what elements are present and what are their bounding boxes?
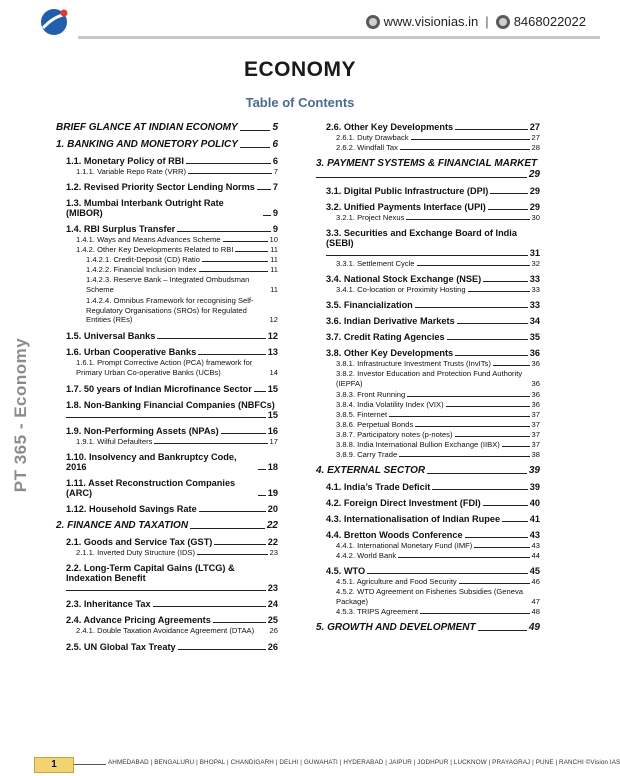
toc-entry-title: 3.1. Digital Public Infrastructure (DPI) — [326, 186, 489, 196]
leader-line — [490, 193, 527, 194]
toc-entry-page: 7 — [272, 182, 278, 192]
toc-entry-title: 4.5. WTO — [326, 565, 366, 576]
toc-entry-title: 3.8.2. Investor Education and Protection Fund Authority (IEPFA) — [336, 369, 523, 388]
toc-entry[interactable] — [66, 182, 278, 192]
leader-line — [258, 495, 266, 496]
toc-entry-page: 36 — [531, 359, 540, 368]
side-label-text: PT 365 - Economy — [11, 337, 30, 493]
toc-entry-page: 14 — [269, 368, 278, 378]
leader-line — [474, 547, 529, 548]
toc-entry-title: 4.1. India’s Trade Deficit — [326, 481, 431, 492]
toc-entry-title: 1.11. Asset Reconstruction Companies (ARC) — [66, 478, 236, 499]
leader-line — [214, 544, 265, 545]
toc-entry[interactable] — [336, 541, 540, 550]
leader-line — [221, 433, 266, 434]
page-header — [0, 0, 600, 44]
toc-entry-page: 18 — [267, 462, 278, 473]
toc-entry[interactable] — [76, 437, 278, 446]
toc-entry-title: 1.4.2.4. Omnibus Framework for recognising Self-Regulatory Organisations (SROs) for Regulated Entities (REs) — [86, 295, 254, 325]
toc-entry-title: 3.8.8. India International Bullion Exchange (IIBX) — [336, 439, 500, 449]
toc-entry-page: 15 — [267, 384, 278, 395]
toc-entry-page: 36 — [531, 399, 540, 409]
toc-entry-title: 3.8.7. Participatory notes (p-notes) — [336, 429, 453, 439]
leader-line — [407, 396, 529, 397]
toc-entry-title: 1.6.1. Prompt Corrective Action (PCA) framework for Primary Urban Co-operative Banks (UCBs) — [76, 358, 253, 378]
leader-line — [188, 173, 272, 174]
leader-line — [483, 281, 528, 282]
toc-entry-page: 49 — [528, 622, 540, 634]
toc-entry[interactable] — [316, 622, 540, 633]
toc-entry-page: 36 — [529, 348, 540, 358]
toc-entry[interactable] — [66, 537, 278, 547]
toc-entry[interactable] — [336, 213, 540, 222]
toc-entry-page: 25 — [267, 615, 278, 626]
toc-entry-title: 4.3. Internationalisation of Indian Rupee — [326, 513, 501, 524]
toc-entry-title: 3.4. National Stock Exchange (NSE) — [326, 274, 482, 284]
leader-line — [190, 528, 265, 529]
leader-line — [263, 215, 271, 216]
page-title: ECONOMY — [243, 58, 356, 81]
toc-entry[interactable] — [66, 563, 278, 593]
toc-entry-page: 37 — [531, 419, 540, 429]
leader-line — [493, 365, 530, 366]
leader-line — [417, 265, 530, 266]
toc-entry-page: 23 — [267, 583, 278, 594]
footer-cities — [108, 759, 620, 766]
website-link[interactable]: www.visionias.in — [383, 14, 479, 29]
toc-entry[interactable] — [326, 332, 540, 342]
toc-entry-page: 44 — [531, 550, 540, 560]
toc-entry[interactable] — [76, 245, 278, 254]
toc-entry-page: 37 — [531, 429, 540, 439]
toc-entry-page: 12 — [269, 315, 278, 325]
toc-entry-page: 22 — [267, 537, 278, 548]
toc-entry-page: 33 — [529, 300, 540, 310]
leader-line — [258, 469, 266, 470]
toc-entry-page: 36 — [531, 389, 540, 399]
toc-entry[interactable] — [76, 626, 278, 636]
leader-line — [455, 355, 528, 356]
toc-entry-page: 36 — [531, 378, 540, 388]
leader-line — [411, 139, 530, 140]
phone-number: 8468022022 — [513, 14, 586, 29]
toc-entry-page: 10 — [269, 235, 278, 244]
toc-entry-title: 2.5. UN Global Tax Treaty — [66, 641, 176, 652]
leader-line — [427, 473, 527, 474]
toc-entry[interactable] — [66, 426, 278, 436]
toc-entry-title: 1.4.2.2. Financial Inclusion Index — [86, 265, 197, 274]
toc-entry-title: 3.8.6. Perpetual Bonds — [336, 419, 414, 429]
toc-entry[interactable] — [326, 514, 540, 524]
toc-entry[interactable] — [76, 167, 278, 176]
leader-line — [447, 339, 528, 340]
header-divider — [78, 36, 600, 39]
toc-entry-page: 43 — [529, 529, 540, 540]
toc-entry[interactable] — [86, 275, 278, 295]
toc-entry-title: 4.5.1. Agriculture and Food Security — [336, 576, 457, 586]
toc-entry-page: 46 — [531, 576, 540, 586]
toc-entry-page: 29 — [528, 169, 540, 180]
toc-entry[interactable] — [76, 358, 278, 378]
toc-entry-title: 1.7. 50 years of Indian Microfinance Sector — [66, 384, 252, 395]
toc-entry-page: 29 — [529, 202, 540, 212]
toc-entry-title: 1.4.2.3. Reserve Bank – Integrated Ombudsman Scheme — [86, 275, 250, 294]
toc-entry[interactable] — [326, 186, 540, 196]
toc-entry-page: 30 — [531, 213, 540, 222]
toc-entry[interactable] — [336, 577, 540, 586]
toc-entry[interactable] — [336, 551, 540, 560]
toc-entry[interactable] — [76, 548, 278, 557]
toc-entry[interactable] — [86, 255, 278, 264]
toc-entry-page: 9 — [272, 208, 278, 218]
toc-entry-title: 3.6. Indian Derivative Markets — [326, 316, 455, 326]
toc-entry-page: 43 — [531, 540, 540, 550]
toc-entry-page: 17 — [269, 437, 278, 447]
toc-entry-title: 1.12. Household Savings Rate — [66, 504, 197, 515]
toc-entry-page: 48 — [531, 607, 540, 617]
toc-entry-title: 1.8. Non-Banking Financial Companies (NBFCs) — [66, 400, 275, 411]
toc-left-column — [56, 116, 278, 652]
toc-entry-title: 5. GROWTH AND DEVELOPMENT — [316, 622, 476, 634]
toc-entry-title: 2.6.2. Windfall Tax — [336, 143, 398, 152]
leader-line — [213, 622, 266, 623]
toc-entry-title: 1.4.2. Other Key Developments Related to RBI — [76, 245, 234, 254]
toc-entry-title: 2.1.1. Inverted Duty Structure (IDS) — [76, 548, 196, 558]
toc-entry-page: 26 — [267, 641, 278, 652]
leader-line — [415, 426, 529, 427]
leader-line — [66, 417, 266, 418]
leader-line — [326, 255, 528, 256]
toc-entry-page: 11 — [270, 284, 278, 294]
toc-entry-page: 6 — [272, 156, 278, 166]
footer-cities-text: AHMEDABAD | BENGALURU | BHOPAL | CHANDIGARH | DELHI | GUWAHATI | HYDERABAD | JAIPUR | JODHPUR | LUCKNOW | PRAYAGRAJ | PUNE | RANCHI — [108, 759, 584, 766]
toc-entry-title: 3.7. Credit Rating Agencies — [326, 332, 445, 342]
toc-entry-title: 3.2.1. Project Nexus — [336, 213, 405, 222]
toc-entry[interactable] — [66, 504, 278, 514]
toc-entry-page: 11 — [270, 245, 278, 254]
leader-line — [415, 307, 528, 308]
toc-entry-page: 26 — [269, 626, 278, 636]
leader-line — [468, 291, 530, 292]
footer-divider — [74, 764, 106, 765]
leader-line — [420, 613, 529, 614]
toc-entry-page: 45 — [529, 565, 540, 576]
toc-entry[interactable] — [336, 400, 540, 409]
toc-entry-title: 1.5. Universal Banks — [66, 331, 156, 342]
toc-entry-page: 38 — [531, 449, 540, 459]
toc-entry[interactable] — [66, 198, 278, 218]
leader-line — [202, 261, 268, 262]
toc-entry[interactable] — [336, 410, 540, 419]
toc-entry[interactable] — [56, 520, 278, 531]
toc-entry-title: 1.3. Mumbai Interbank Outright Rate (MIBOR) — [66, 198, 224, 218]
leader-row — [66, 410, 278, 420]
toc-entry-title: 3.2. Unified Payments Interface (UPI) — [326, 202, 486, 212]
footer-copyright: ©Vision IAS — [585, 759, 620, 766]
toc-right-column — [316, 116, 540, 639]
toc-entry[interactable] — [56, 122, 278, 133]
toc-entry-title: 3.3.1. Settlement Cycle — [336, 259, 415, 268]
toc-entry[interactable] — [66, 347, 278, 357]
toc-entry[interactable] — [336, 607, 540, 616]
toc-entry[interactable] — [326, 300, 540, 310]
toc-entry-page: 7 — [273, 167, 278, 176]
toc-entry-title: 2.6. Other Key Developments — [326, 122, 454, 132]
toc-entry[interactable] — [66, 400, 278, 420]
toc-entry[interactable] — [336, 420, 540, 429]
leader-line — [457, 323, 528, 324]
toc-entry-page: 20 — [267, 504, 278, 515]
toc-entry-title: 4.5.3. TRIPS Agreement — [336, 607, 419, 617]
toc-entry-title: 4. EXTERNAL SECTOR — [316, 464, 426, 476]
toc-entry-page: 11 — [270, 265, 278, 274]
toc-entry[interactable] — [326, 274, 540, 284]
globe-icon — [366, 15, 380, 29]
leader-row — [326, 248, 540, 258]
toc-entry[interactable] — [336, 133, 540, 142]
toc-entry-title: 3.8.5. Finternet — [336, 409, 388, 419]
toc-entry-page: 33 — [529, 274, 540, 284]
toc-entry-title: 1.9. Non-Performing Assets (NPAs) — [66, 426, 219, 437]
toc-entry-page: 35 — [529, 332, 540, 342]
toc-entry-title: 1.1. Monetary Policy of RBI — [66, 156, 184, 166]
leader-line — [459, 583, 530, 584]
toc-entry-title: 2. FINANCE AND TAXATION — [56, 520, 189, 532]
leader-line — [240, 130, 271, 131]
leader-row — [316, 169, 540, 180]
toc-entry-title: 4.5.2. WTD Agreement on Fisheries Subsidies (Geneva Package) — [336, 586, 523, 606]
toc-entry-title: 3.4.1. Co-location or Proximity Hosting — [336, 285, 466, 294]
toc-entry-title: 2.1. Goods and Service Tax (GST) — [66, 537, 213, 548]
toc-entry-page: 28 — [531, 143, 540, 152]
leader-line — [235, 251, 268, 252]
toc-entry[interactable] — [326, 482, 540, 492]
leader-line — [153, 606, 266, 607]
leader-line — [178, 649, 266, 650]
toc-entry-page: 9 — [272, 224, 278, 234]
leader-row — [66, 583, 278, 593]
leader-line — [455, 436, 530, 437]
leader-line — [257, 189, 271, 190]
toc-entry-title: 3.8. Other Key Developments — [326, 348, 454, 358]
leader-line — [478, 630, 527, 631]
toc-entry[interactable] — [336, 359, 540, 368]
toc-entry-title: 3.8.9. Carry Trade — [336, 449, 398, 459]
leader-line — [465, 537, 528, 538]
leader-line — [488, 209, 528, 210]
toc-entry-page: 11 — [270, 255, 278, 264]
toc-entry[interactable] — [336, 430, 540, 439]
toc-entry-title: 4.4. Bretton Woods Conference — [326, 529, 463, 540]
toc-entry[interactable] — [316, 465, 540, 476]
toc-entry-title: 1.4. RBI Surplus Transfer — [66, 224, 176, 234]
toc-entry[interactable] — [336, 369, 540, 389]
toc-entry[interactable] — [66, 224, 278, 234]
toc-entry[interactable] — [336, 450, 540, 459]
leader-line — [446, 406, 530, 407]
toc-entry-page: 12 — [267, 331, 278, 342]
toc-entry-title: 1.1.1. Variable Repo Rate (VRR) — [76, 167, 187, 176]
toc-entry-title: 1.4.1. Ways and Means Advances Scheme — [76, 235, 221, 244]
toc-entry-page: 39 — [528, 464, 540, 476]
leader-line — [389, 416, 529, 417]
toc-entry-page: 6 — [272, 139, 278, 150]
separator: | — [485, 14, 489, 29]
leader-line — [316, 177, 527, 178]
leader-line — [223, 241, 268, 242]
leader-line — [483, 505, 528, 506]
toc-entry[interactable] — [66, 384, 278, 394]
toc-entry[interactable] — [326, 228, 540, 258]
toc-entry-title: 1. BANKING AND MONETORY POLICY — [56, 139, 238, 150]
leader-line — [154, 443, 267, 444]
leader-line — [502, 521, 528, 522]
toc-entry[interactable] — [66, 452, 278, 472]
toc-entry[interactable] — [316, 158, 540, 180]
toc-entry-page: 40 — [529, 497, 540, 508]
toc-entry-page: 24 — [267, 599, 278, 610]
toc-entry[interactable] — [86, 265, 278, 274]
toc-entry[interactable] — [326, 348, 540, 358]
toc-entry[interactable] — [66, 615, 278, 625]
toc-entry-title: 3.3. Securities and Exchange Board of India (SEBI) — [326, 228, 517, 248]
leader-line — [197, 554, 268, 555]
toc-entry-page: 19 — [267, 488, 278, 499]
leader-line — [198, 354, 266, 355]
toc-entry-page: 39 — [529, 481, 540, 492]
leader-line — [186, 163, 271, 164]
toc-entry-title: 1.10. Insolvency and Bankruptcy Code, 2016 — [66, 452, 237, 473]
vision-ias-logo-icon — [38, 6, 70, 38]
toc-heading: Table of Contents — [245, 95, 355, 110]
toc-entry[interactable] — [336, 285, 540, 294]
toc-entry-page: 37 — [531, 439, 540, 449]
toc-entry[interactable] — [66, 331, 278, 341]
leader-line — [367, 573, 528, 574]
toc-entry-title: 4.2. Foreign Direct Investment (FDI) — [326, 497, 481, 508]
leader-line — [199, 511, 266, 512]
leader-line — [254, 391, 266, 392]
toc-entry-page: 29 — [529, 186, 540, 196]
page-footer — [34, 757, 620, 773]
toc-entry[interactable] — [326, 566, 540, 576]
toc-entry-page: 37 — [531, 409, 540, 419]
leader-line — [157, 338, 265, 339]
toc-entry[interactable] — [66, 599, 278, 609]
toc-entry[interactable] — [66, 642, 278, 652]
toc-entry-title: 1.2. Revised Priority Sector Lending Norms — [66, 182, 255, 192]
toc-entry[interactable] — [56, 139, 278, 150]
toc-entry-title: 2.3. Inheritance Tax — [66, 599, 151, 610]
toc-entry-page: 13 — [267, 347, 278, 358]
leader-line — [406, 219, 529, 220]
toc-entry-page: 31 — [529, 248, 540, 258]
toc-entry-title: 2.4. Advance Pricing Agreements — [66, 615, 211, 626]
toc-entry[interactable] — [336, 440, 540, 449]
page-number: 1 — [34, 757, 74, 773]
toc-entry-title: 2.4.1. Double Taxation Avoidance Agreement (DTAA) — [76, 626, 255, 636]
toc-entry[interactable] — [66, 478, 278, 498]
toc-entry[interactable] — [66, 156, 278, 166]
toc-entry-title: 3. PAYMENT SYSTEMS & FINANCIAL MARKET — [316, 158, 538, 169]
toc-entry-title: 1.4.2.1. Credit-Deposit (CD) Ratio — [86, 255, 200, 264]
toc-entry-title: 3.8.1. Infrastructure Investment Trusts (InvITs) — [336, 359, 491, 368]
toc-entry-title: 1.6. Urban Cooperative Banks — [66, 347, 197, 358]
toc-entry[interactable] — [326, 530, 540, 540]
toc-entry-title: 4.4.2. World Bank — [336, 550, 397, 560]
leader-line — [199, 271, 269, 272]
toc-entry-title: 4.4.1. International Monetary Fund (IMF) — [336, 540, 473, 550]
toc-entry[interactable] — [86, 296, 278, 326]
toc-entry-title: 2.2. Long-Term Capital Gains (LTCG) & Indexation Benefit — [66, 563, 235, 584]
toc-entry-title: 3.8.3. Front Running — [336, 389, 406, 399]
toc-entry[interactable] — [336, 259, 540, 268]
toc-entry-page: 27 — [529, 122, 540, 132]
toc-entry[interactable] — [326, 498, 540, 508]
toc-entry-page: 5 — [272, 122, 278, 133]
toc-entry-title: 1.9.1. Wilful Defaulters — [76, 437, 153, 447]
toc-entry[interactable] — [326, 122, 540, 132]
toc-entry-title: 3.5. Financialization — [326, 300, 413, 310]
toc-entry-page: 27 — [531, 133, 540, 142]
leader-line — [240, 147, 271, 148]
toc-entry[interactable] — [336, 143, 540, 152]
toc-entry-page: 34 — [529, 316, 540, 326]
leader-line — [399, 456, 529, 457]
toc-entry-page: 15 — [267, 410, 278, 421]
toc-entry-page: 22 — [266, 520, 278, 532]
toc-entry[interactable] — [326, 316, 540, 326]
toc-entry-title: 3.8.4. India Volatility Index (VIX) — [336, 399, 444, 409]
leader-line — [455, 129, 528, 130]
leader-line — [66, 590, 266, 591]
toc-entry-page: 32 — [531, 259, 540, 268]
toc-entry-page: 33 — [531, 285, 540, 294]
leader-line — [400, 149, 530, 150]
toc-entry-title: BRIEF GLANCE AT INDIAN ECONOMY — [56, 122, 238, 133]
leader-line — [398, 557, 529, 558]
leader-line — [177, 231, 271, 232]
toc-entry-page: 23 — [269, 548, 278, 558]
leader-line — [502, 446, 530, 447]
contact-info — [366, 14, 586, 29]
leader-line — [432, 489, 527, 490]
toc-entry-page: 16 — [267, 426, 278, 437]
toc-entry[interactable] — [326, 202, 540, 212]
toc-entry[interactable] — [336, 587, 540, 607]
toc-entry-title: 2.6.1. Duty Drawback — [336, 133, 409, 142]
toc-entry-page: 47 — [531, 596, 540, 606]
toc-entry[interactable] — [76, 235, 278, 244]
phone-icon — [496, 15, 510, 29]
side-label — [8, 300, 34, 530]
toc-entry-page: 41 — [529, 513, 540, 524]
toc-entry[interactable] — [336, 390, 540, 399]
